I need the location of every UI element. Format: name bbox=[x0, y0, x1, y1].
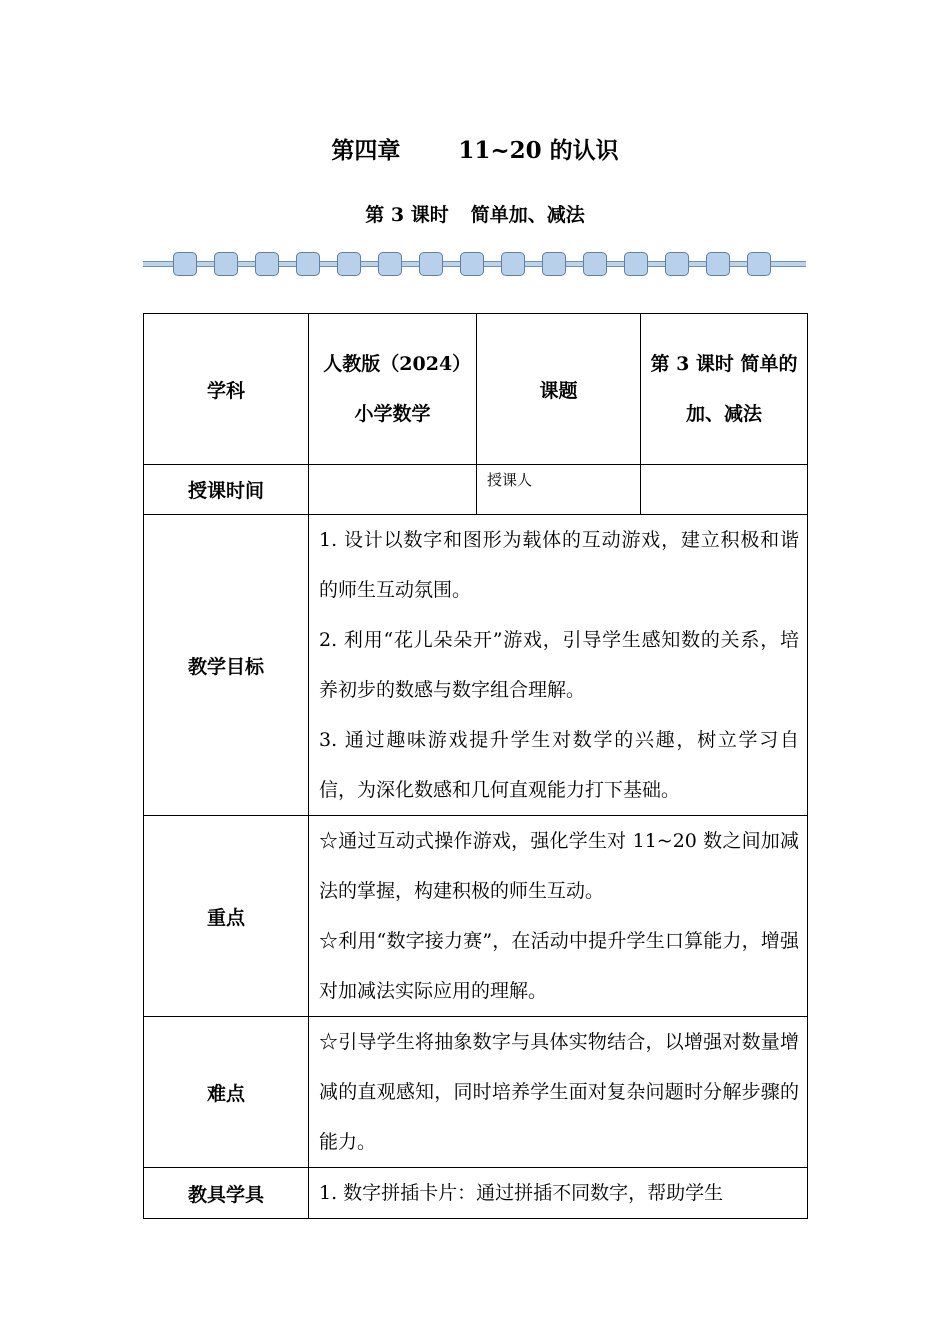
chain-bead bbox=[665, 252, 689, 276]
goal-item: 2. 利用“花儿朵朵开”游戏，引导学生感知数的关系，培养初步的数感与数字组合理解。 bbox=[319, 629, 799, 701]
topic-value: 第 3 课时 简单的加、减法 bbox=[641, 314, 808, 465]
lesson-topic: 简单加、减法 bbox=[470, 204, 585, 226]
chain-bead bbox=[747, 252, 771, 276]
goals-content bbox=[309, 515, 808, 816]
time-value bbox=[309, 465, 477, 515]
subject-value: 人教版（2024）小学数学 bbox=[309, 314, 477, 465]
chain-bead bbox=[296, 252, 320, 276]
table-row bbox=[144, 1017, 808, 1168]
chain-bead bbox=[214, 252, 238, 276]
table-row bbox=[144, 1168, 808, 1219]
goals-label: 教学目标 bbox=[144, 515, 309, 816]
time-label: 授课时间 bbox=[144, 465, 309, 515]
tools-item: 1. 数字拼插卡片：通过拼插不同数字，帮助学生 bbox=[319, 1182, 724, 1204]
lesson-number: 第 3 课时 bbox=[365, 204, 449, 226]
difficulty-item: ☆引导学生将抽象数字与具体实物结合，以增强对数量增减的直观感知，同时培养学生面对复杂问题时分解步骤的能力。 bbox=[319, 1031, 799, 1153]
chain-bead bbox=[460, 252, 484, 276]
chapter-title bbox=[0, 134, 950, 168]
key-content bbox=[309, 816, 808, 1017]
chain-bead bbox=[419, 252, 443, 276]
goal-item: 3. 通过趣味游戏提升学生对数学的兴趣，树立学习自信，为深化数感和几何直观能力打下基础。 bbox=[319, 729, 799, 801]
topic-label: 课题 bbox=[477, 314, 641, 465]
teacher-value bbox=[641, 465, 808, 515]
lesson-info-table bbox=[143, 313, 808, 1219]
chain-bead bbox=[337, 252, 361, 276]
lesson-title bbox=[0, 200, 950, 230]
table-row bbox=[144, 515, 808, 816]
table-row bbox=[144, 816, 808, 1017]
difficulty-content bbox=[309, 1017, 808, 1168]
chain-bead bbox=[542, 252, 566, 276]
subject-label: 学科 bbox=[144, 314, 309, 465]
chain-bead bbox=[378, 252, 402, 276]
chain-bead bbox=[255, 252, 279, 276]
key-label: 重点 bbox=[144, 816, 309, 1017]
chapter-topic: 11~20 的认识 bbox=[458, 137, 619, 164]
key-item: ☆利用“数字接力赛”，在活动中提升学生口算能力，增强对加减法实际应用的理解。 bbox=[319, 930, 799, 1002]
goal-item: 1. 设计以数字和图形为载体的互动游戏，建立积极和谐的师生互动氛围。 bbox=[319, 529, 799, 601]
decorative-chain-divider bbox=[143, 252, 806, 278]
chain-bead bbox=[173, 252, 197, 276]
chain-bead bbox=[624, 252, 648, 276]
difficulty-label: 难点 bbox=[144, 1017, 309, 1168]
tools-label: 教具学具 bbox=[144, 1168, 309, 1219]
tools-content bbox=[309, 1168, 808, 1219]
chain-bead bbox=[706, 252, 730, 276]
chain-bead bbox=[583, 252, 607, 276]
chain-bead bbox=[501, 252, 525, 276]
table-row bbox=[144, 314, 808, 465]
table-row bbox=[144, 465, 808, 515]
chapter-label: 第四章 bbox=[331, 137, 401, 164]
key-item: ☆通过互动式操作游戏，强化学生对 11~20 数之间加减法的掌握，构建积极的师生互动。 bbox=[319, 830, 799, 902]
teacher-label: 授课人 bbox=[477, 465, 641, 515]
